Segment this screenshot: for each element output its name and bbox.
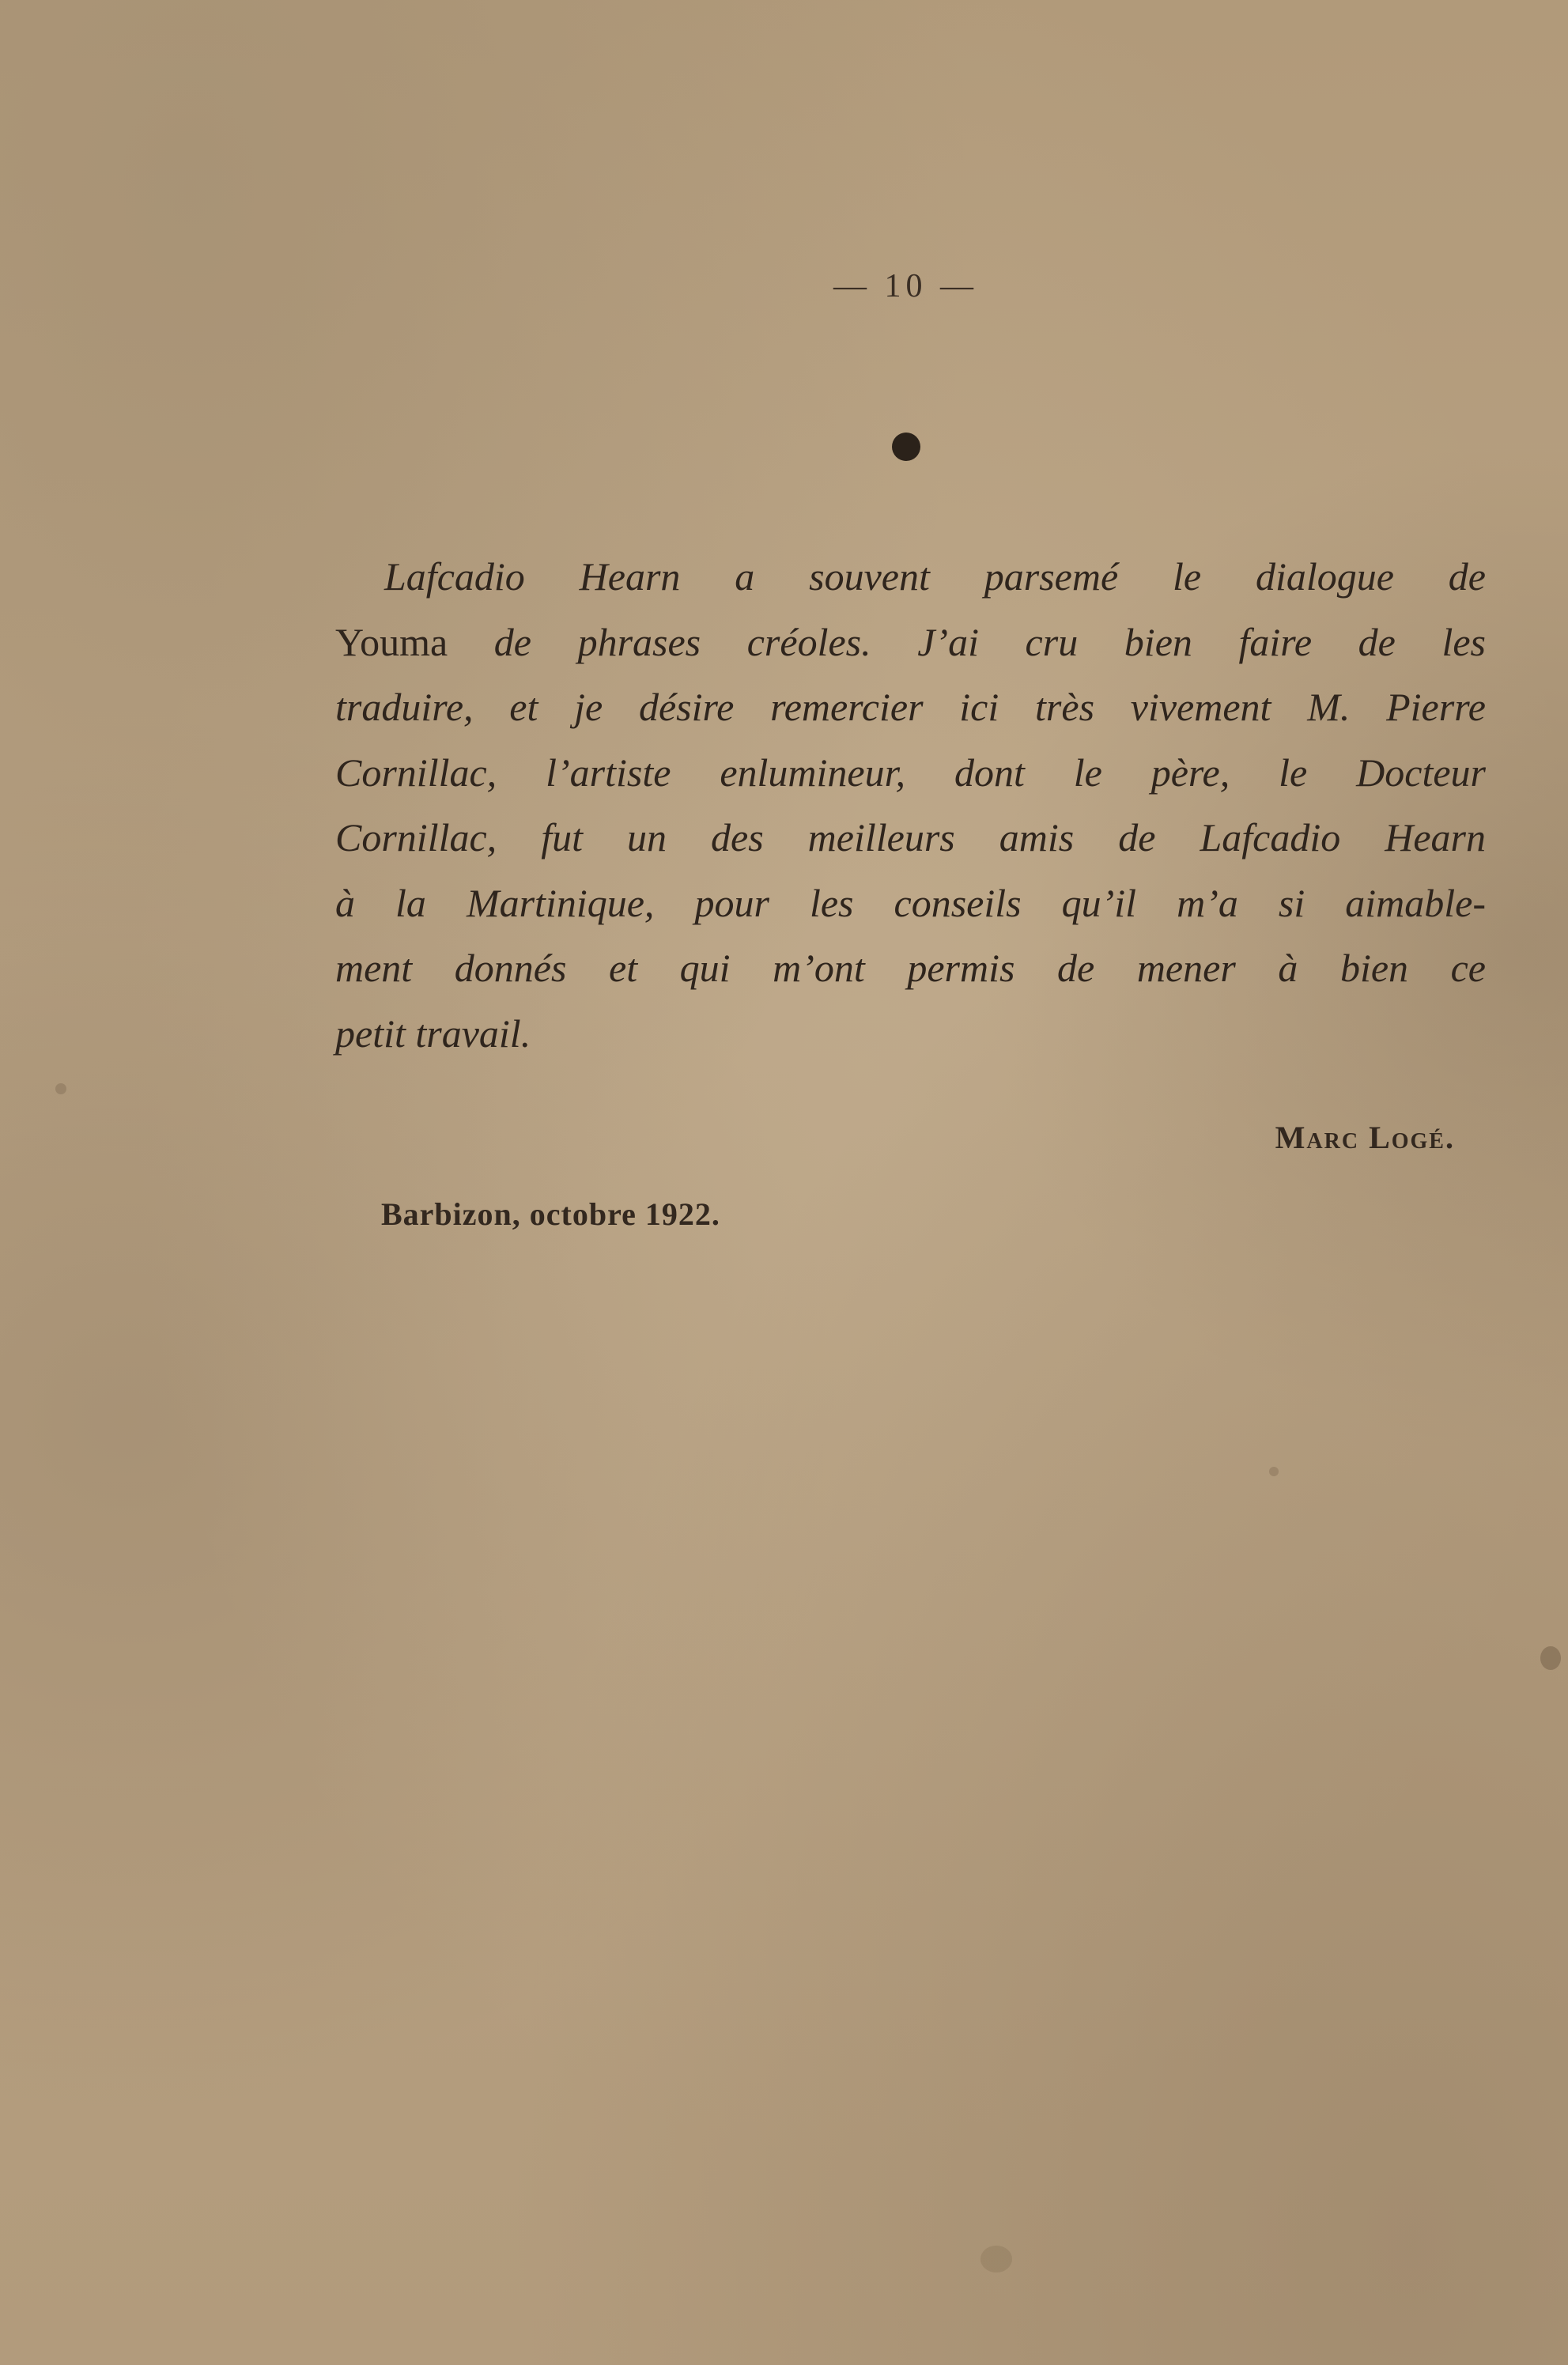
paper-stain — [980, 2246, 1012, 2272]
translator-note — [335, 544, 1486, 1066]
paper-stain — [55, 1083, 66, 1094]
page-number: — 10 — — [833, 268, 978, 304]
note-line: Lafcadio Hearn a souvent parsemé le dialogue de — [384, 554, 1486, 599]
note-line-text: de phrases créoles. J’ai cru bien faire de les — [448, 619, 1486, 664]
note-line: Cornillac, l’artiste enlumineur, dont le père, le Docteur — [335, 750, 1486, 795]
paper-stain — [1269, 1467, 1279, 1476]
note-line: Cornillac, fut un des meilleurs amis de Lafcadio Hearn — [335, 815, 1486, 859]
note-line: traduire, et je désire remercier ici très vivement M. Pierre — [335, 685, 1486, 729]
note-line: petit travail. — [335, 1011, 531, 1056]
note-line: ment donnés et qui m’ont permis de mener à bien ce — [335, 946, 1486, 990]
book-title: Youma — [335, 619, 448, 664]
note-line: à la Martinique, pour les conseils qu’il m’a si aimable- — [335, 880, 1486, 925]
paper-stain — [1540, 1646, 1561, 1670]
place-date: Barbizon, octobre 1922. — [381, 1196, 720, 1232]
note-line — [335, 610, 1486, 675]
signature: Marc Logé. — [1275, 1120, 1455, 1155]
bullet-ornament — [892, 433, 920, 461]
